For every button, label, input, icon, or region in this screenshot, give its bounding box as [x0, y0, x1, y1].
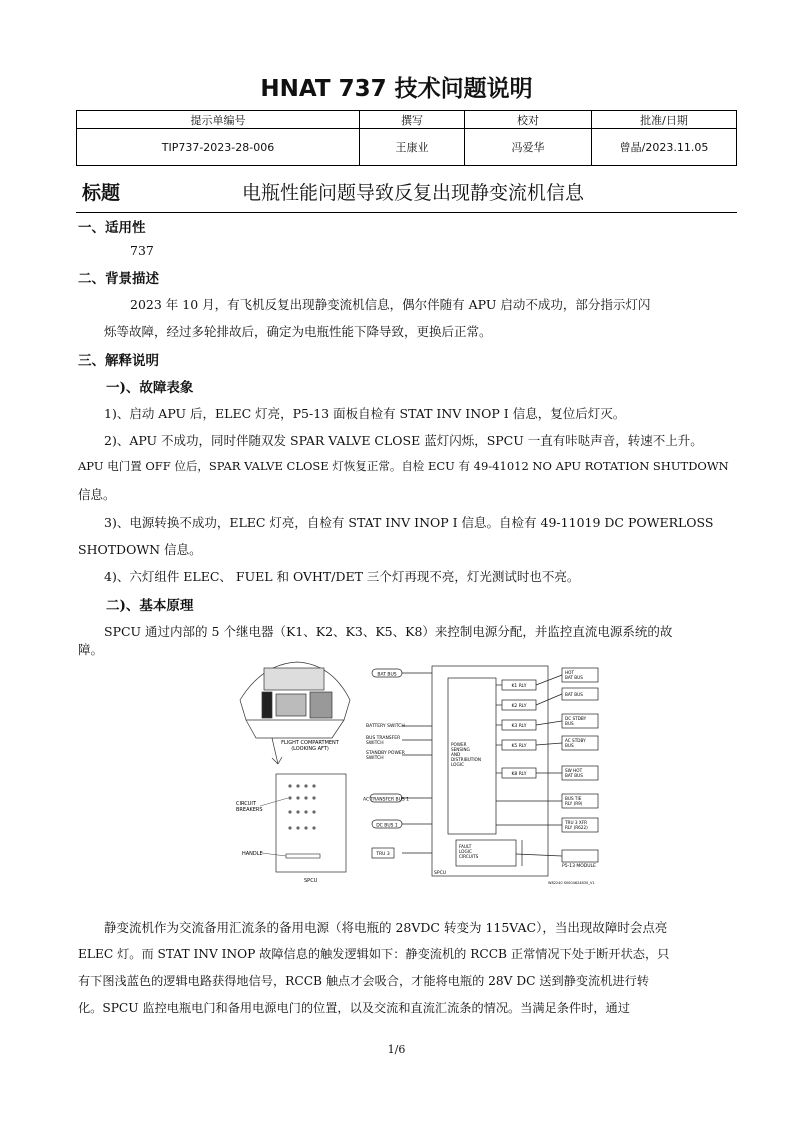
meta-header-tip-number: 提示单编号	[77, 111, 360, 129]
spcu-left-label: SPCU	[304, 878, 318, 884]
symptom-item-3-line-2: SHOTDOWN 信息。	[78, 542, 202, 557]
subsection-principle-heading: 二)、基本原理	[106, 598, 194, 614]
output-ac-stdby-bus-2: BUS	[565, 743, 574, 748]
meta-reviewer: 冯爱华	[465, 129, 592, 166]
handle-label: HANDLE	[242, 851, 263, 857]
spcu-diagram	[232, 658, 602, 890]
principle-p2-line-1: 静变流机作为交流备用汇流条的备用电源（将电瓶的 28VDC 转变为 115VAC），当出现故障时会点亮	[104, 920, 668, 935]
output-hot-bat-bus: HOT	[565, 670, 575, 675]
input-standby-power-switch-2: SWITCH	[366, 756, 384, 761]
p5-module-label: P5-13 MODULE	[562, 864, 596, 869]
output-sw-hot-bat-bus: SW HOT	[565, 768, 583, 773]
meta-approval: 曾晶/2023.11.05	[592, 129, 737, 166]
relay-k3: K3 RLY	[511, 724, 527, 729]
meta-author: 王康业	[360, 129, 465, 166]
input-bus-transfer-switch: BUS TRANSFER	[366, 736, 401, 741]
relay-k5: K5 RLY	[511, 744, 527, 749]
input-standby-power-switch: STANDBY POWER	[366, 751, 405, 756]
subject-text: 电瓶性能问题导致反复出现静变流机信息	[242, 182, 585, 204]
document-title: HNAT 737 技术问题说明	[260, 76, 533, 102]
relay-k8: K8 RLY	[511, 772, 527, 777]
logic-label-5: LOGIC	[451, 762, 464, 767]
fault-logic-label-3: CIRCUITS	[459, 854, 479, 859]
output-bus-tie-rly-2: RLY (R9)	[565, 801, 583, 806]
input-dc-bus: DC BUS 1	[376, 823, 398, 829]
output-tru3-xfr-rly-2: RLY (R622)	[565, 825, 588, 830]
input-bus-transfer-switch-2: SWITCH	[366, 741, 384, 746]
subject-row	[76, 176, 737, 213]
principle-p2-line-3: 有下图浅蓝色的逻辑电路获得地信号，RCCB 触点才会吸合，才能将电瓶的 28V DC 送到静变流机进行转	[78, 974, 649, 988]
spcu-unit	[260, 774, 346, 872]
principle-p1-line-2: 障。	[78, 642, 104, 657]
fault-logic-label: FAULT	[459, 844, 472, 849]
drawing-number: W82240 S0004624830_V1	[548, 881, 595, 885]
logic-label: POWER	[451, 742, 467, 747]
principle-p1-line-1: SPCU 通过内部的 5 个继电器（K1、K2、K3、K5、K8）来控制电源分配，并监控直流电源系统的故	[104, 624, 673, 639]
meta-tip-number: TIP737-2023-28-006	[77, 129, 360, 166]
flight-compartment-label: FLIGHT COMPARTMENT	[281, 740, 339, 746]
background-line-2: 烁等故障，经过多轮排故后，确定为电瓶性能下降导致，更换后正常。	[104, 324, 492, 339]
output-hot-bat-bus-2: BAT BUS	[565, 675, 583, 680]
symptom-item-2-line-1: 2)、APU 不成功，同时伴随双发 SPAR VALVE CLOSE 蓝灯闪烁，SPCU 一直有咔哒声音，转速不上升。	[104, 433, 703, 448]
symptom-item-2-line-3: 信息。	[78, 487, 116, 502]
output-dc-stdby-bus-2: BUS	[565, 721, 574, 726]
meta-header-approval: 批准/日期	[592, 111, 737, 129]
logic-label-3: AND	[451, 752, 461, 757]
spcu-right-label: SPCU	[434, 871, 447, 876]
principle-p2-line-4: 化。SPCU 监控电瓶电门和备用电源电门的位置，以及交流和直流汇流条的情况。当满足条件时，通过	[78, 1001, 630, 1015]
output-ac-stdby-bus: AC STDBY	[565, 738, 586, 743]
input-bat-bus: BAT BUS	[377, 672, 397, 678]
output-dc-stdby-bus: DC STDBY	[565, 716, 587, 721]
subject-label: 标题	[82, 182, 121, 204]
fault-logic-label-2: LOGIC	[459, 849, 472, 854]
input-tru3: TRU 3	[376, 852, 390, 857]
output-bus-tie-rly: BUS TIE	[565, 796, 582, 801]
output-bat-bus: BAT BUS	[565, 692, 583, 697]
meta-header-reviewer: 校对	[465, 111, 592, 129]
principle-p2-line-2: ELEC 灯。而 STAT INV INOP 故障信息的触发逻辑如下：静变流机的 RCCB 正常情况下处于断开状态，只	[78, 947, 670, 961]
input-battery-switch: BATTERY SWITCH	[366, 724, 405, 729]
section-applicability-heading: 一、适用性	[78, 220, 146, 236]
applicability-value: 737	[130, 243, 154, 258]
circuit-breaker-dots	[288, 784, 315, 829]
relay-k1: K1 RLY	[511, 684, 527, 689]
symptom-item-3-line-1: 3)、电源转换不成功，ELEC 灯亮，自检有 STAT INV INOP I 信息。自检有 49-11019 DC POWERLOSS	[104, 515, 714, 530]
input-ac-transfer-bus: AC TRANSFER BUS 1	[362, 797, 410, 803]
logic-label-2: SENSING	[451, 747, 470, 752]
circuit-breakers-label: CIRCUIT	[236, 801, 256, 807]
meta-header-author: 撰写	[360, 111, 465, 129]
relay-k2: K2 RLY	[511, 704, 527, 709]
logic-label-4: DISTRIBUTION	[451, 757, 481, 762]
circuit-breakers-label-2: BREAKERS	[236, 807, 263, 813]
background-line-1: 2023 年 10 月，有飞机反复出现静变流机信息，偶尔伴随有 APU 启动不成功，部分指示灯闪	[130, 297, 651, 312]
schematic	[370, 666, 598, 876]
section-explanation-heading: 三、解释说明	[78, 353, 159, 369]
flight-compartment-label-2: (LOOKING AFT)	[291, 746, 329, 752]
output-sw-hot-bat-bus-2: BAT BUS	[565, 773, 583, 778]
page-number: 1/6	[387, 1043, 406, 1056]
symptom-item-1: 1)、启动 APU 后，ELEC 灯亮，P5-13 面板自检有 STAT INV INOP I 信息，复位后灯灭。	[104, 406, 626, 421]
subsection-symptoms-heading: 一)、故障表象	[106, 380, 194, 396]
symptom-item-4: 4)、六灯组件 ELEC、 FUEL 和 OVHT/DET 三个灯再现不亮，灯光测试时也不亮。	[104, 569, 580, 584]
symptom-item-2-line-2: APU 电门置 OFF 位后，SPAR VALVE CLOSE 灯恢复正常。自检 ECU 有 49-41012 NO APU ROTATION SHUTDOWN	[78, 459, 729, 473]
output-tru3-xfr-rly: TRU 3 XFR	[565, 820, 588, 825]
meta-table	[76, 110, 737, 166]
section-background-heading: 二、背景描述	[78, 271, 159, 287]
